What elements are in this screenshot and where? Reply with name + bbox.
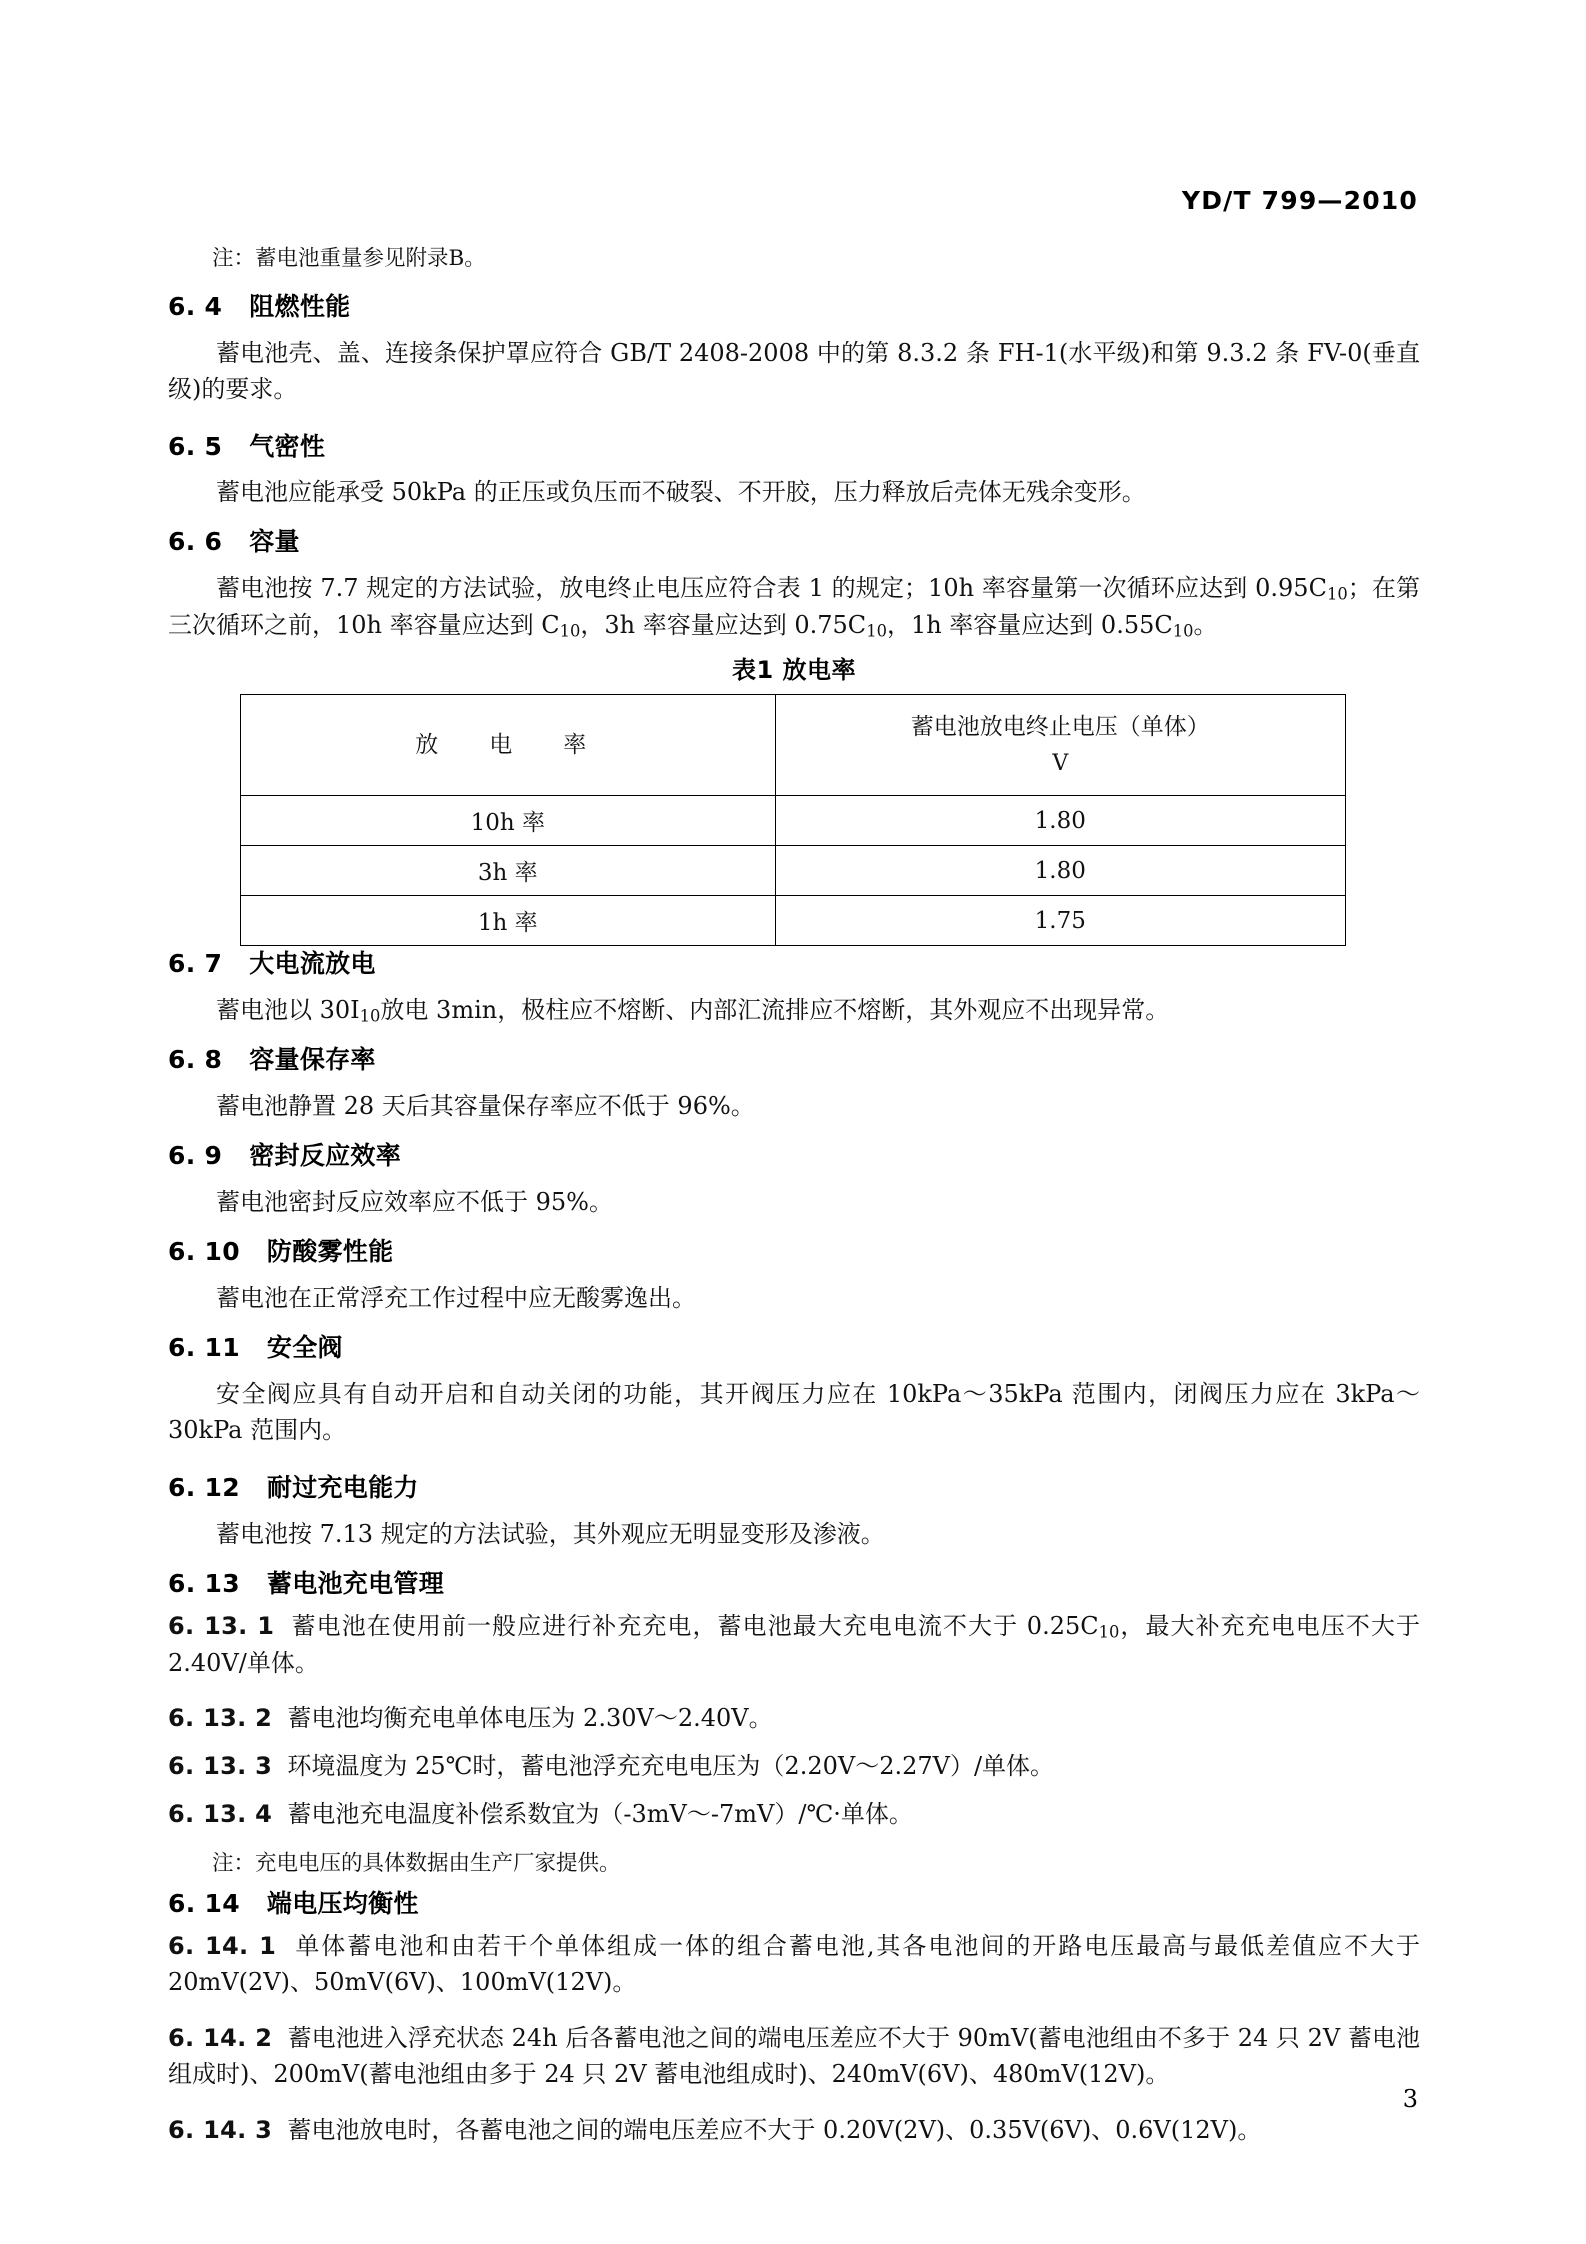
table-cell-rate: 3h 率	[241, 846, 776, 896]
table-header-voltage	[775, 695, 1345, 796]
clause-6-13-4	[168, 1796, 1420, 1832]
heading-6-9-title: 密封反应效率	[249, 1141, 402, 1170]
para-6-6-t3: ，3h 率容量应达到 0.75C	[580, 611, 867, 640]
clause-6-14-3-number: 6. 14. 3	[168, 2116, 273, 2144]
para-6-11: 安全阀应具有自动开启和自动关闭的功能，其开阀压力应在 10kPa～35kPa 范围内，闭阀压力应在 3kPa～30kPa 范围内。	[168, 1380, 1420, 1445]
clause-6-13-4-text: 蓄电池充电温度补偿系数宜为（-3mV～-7mV）/℃·单体。	[287, 1800, 913, 1828]
heading-6-5-number: 6. 5	[168, 432, 223, 461]
heading-6-9-number: 6. 9	[168, 1141, 223, 1170]
clause-6-13-1-s1: 10	[1098, 1622, 1120, 1642]
clause-6-13-1-t1: 蓄电池在使用前一般应进行补充充电，蓄电池最大充电电流不大于 0.25C	[291, 1612, 1099, 1640]
para-6-6-t5: 。	[1193, 611, 1218, 640]
para-6-10: 蓄电池在正常浮充工作过程中应无酸雾逸出。	[216, 1284, 696, 1312]
table-header-voltage-label: 蓄电池放电终止电压（单体）	[910, 714, 1210, 741]
para-6-6-s4: 10	[1172, 621, 1194, 641]
heading-6-4-number: 6. 4	[168, 292, 223, 321]
heading-6-4-title: 阻燃性能	[249, 292, 351, 321]
para-6-6-t4: ，1h 率容量应达到 0.55C	[886, 611, 1173, 640]
heading-6-4	[168, 287, 1420, 323]
para-6-5: 蓄电池应能承受 50kPa 的正压或负压而不破裂、不开胶，压力释放后壳体无残余变形。	[216, 478, 1146, 506]
table-cell-voltage: 1.75	[775, 896, 1345, 946]
heading-6-13-number: 6. 13	[168, 1569, 240, 1598]
note-6-13: 注：充电电压的具体数据由生产厂家提供。	[212, 1851, 621, 1876]
clause-6-13-1-number: 6. 13. 1	[168, 1612, 275, 1640]
clause-6-14-3-text: 蓄电池放电时，各蓄电池之间的端电压差应不大于 0.20V(2V)、0.35V(6V)、0.6V(12V)。	[287, 2116, 1262, 2144]
para-6-4: 蓄电池壳、盖、连接条保护罩应符合 GB/T 2408-2008 中的第 8.3.2 条 FH-1(水平级)和第 9.3.2 条 FV-0(垂直级)的要求。	[168, 339, 1420, 404]
table-row	[241, 796, 1346, 846]
heading-6-13	[168, 1564, 1420, 1600]
para-6-7-t2: 放电 3min，极柱应不熔断、内部汇流排应不熔断，其外观应不出现异常。	[380, 996, 1170, 1024]
note-appendix-b: 注：蓄电池重量参见附录B。	[212, 246, 486, 271]
para-6-7-t1: 蓄电池以 30I	[216, 996, 360, 1024]
clause-6-13-3-number: 6. 13. 3	[168, 1752, 273, 1780]
table-cell-voltage: 1.80	[775, 796, 1345, 846]
clause-6-13-2-text: 蓄电池均衡充电单体电压为 2.30V～2.40V。	[287, 1704, 773, 1732]
heading-6-13-title: 蓄电池充电管理	[266, 1569, 445, 1598]
heading-6-14-title: 端电压均衡性	[266, 1889, 419, 1918]
para-6-6-s3: 10	[866, 621, 887, 641]
clause-6-14-1-number: 6. 14. 1	[168, 1932, 277, 1960]
clause-6-13-2-number: 6. 13. 2	[168, 1704, 273, 1732]
heading-6-12	[168, 1468, 1420, 1504]
running-header: YD/T 799—2010	[1181, 186, 1418, 215]
heading-6-8-title: 容量保存率	[249, 1045, 376, 1074]
heading-6-11-number: 6. 11	[168, 1333, 240, 1362]
heading-6-6-title: 容量	[249, 527, 300, 556]
heading-6-12-number: 6. 12	[168, 1473, 240, 1502]
para-6-6-s1: 10	[1326, 584, 1348, 604]
table-header-rate-label: 放 电 率	[415, 731, 601, 758]
heading-6-7-number: 6. 7	[168, 949, 223, 978]
clause-6-13-4-number: 6. 13. 4	[168, 1800, 273, 1828]
para-6-7-s1: 10	[359, 1006, 381, 1026]
heading-6-10-number: 6. 10	[168, 1237, 240, 1266]
clause-6-14-2-text: 蓄电池进入浮充状态 24h 后各蓄电池之间的端电压差应不大于 90mV(蓄电池组由不多于 24 只 2V 蓄电池组成时)、200mV(蓄电池组由多于 24 只 2V 蓄电池组成时)、240mV(6V)、480mV(12V)。	[168, 2024, 1420, 2089]
discharge-rate-table	[240, 694, 1346, 946]
clause-6-14-3	[168, 2112, 1420, 2148]
heading-6-10-title: 防酸雾性能	[266, 1237, 394, 1266]
heading-6-11	[168, 1328, 1420, 1364]
clause-6-13-2	[168, 1700, 1420, 1736]
clause-6-14-1	[168, 1928, 1420, 2001]
clause-6-14-2-number: 6. 14. 2	[168, 2024, 273, 2052]
table-row	[241, 896, 1346, 946]
para-6-7	[168, 992, 1420, 1029]
heading-6-6	[168, 522, 1420, 558]
para-6-8: 蓄电池静置 28 天后其容量保存率应不低于 96%。	[216, 1092, 755, 1120]
heading-6-5	[168, 427, 1420, 463]
table-cell-rate: 1h 率	[241, 896, 776, 946]
para-6-9: 蓄电池密封反应效率应不低于 95%。	[216, 1188, 613, 1216]
clause-6-14-2	[168, 2020, 1420, 2093]
table-header-rate	[241, 695, 776, 796]
heading-6-7	[168, 944, 1420, 980]
clause-6-13-3-text: 环境温度为 25℃时，蓄电池浮充充电电压为（2.20V～2.27V）/单体。	[287, 1752, 1055, 1780]
para-6-6	[168, 570, 1420, 645]
clause-6-13-3	[168, 1748, 1420, 1784]
para-6-6-t2: ；在第三次循环之前，10h 率容量应达到 C	[168, 574, 1421, 640]
heading-6-7-title: 大电流放电	[249, 949, 376, 978]
para-6-6-t1: 蓄电池按 7.7 规定的方法试验，放电终止电压应符合表 1 的规定；10h 率容量第一次循环应达到 0.95C	[216, 574, 1327, 602]
heading-6-12-title: 耐过充电能力	[266, 1473, 419, 1502]
table-row	[241, 846, 1346, 896]
para-6-12: 蓄电池按 7.13 规定的方法试验，其外观应无明显变形及渗液。	[216, 1520, 885, 1548]
heading-6-14-number: 6. 14	[168, 1889, 240, 1918]
heading-6-5-title: 气密性	[249, 432, 326, 461]
table-caption: 表1 放电率	[731, 656, 857, 684]
table-cell-rate: 10h 率	[241, 796, 776, 846]
table-header-voltage-unit: V	[1052, 750, 1069, 776]
heading-6-14	[168, 1884, 1420, 1920]
clause-6-13-1-t2: ，最大补充充电电压不大于 2.40V/单体。	[168, 1612, 1420, 1678]
para-6-6-s2: 10	[559, 621, 581, 641]
heading-6-10	[168, 1232, 1420, 1268]
table-header-row	[241, 695, 1346, 796]
heading-6-8-number: 6. 8	[168, 1045, 223, 1074]
clause-6-14-1-text: 单体蓄电池和由若干个单体组成一体的组合蓄电池,其各电池间的开路电压最高与最低差值应不大于 20mV(2V)、50mV(6V)、100mV(12V)。	[168, 1932, 1420, 1997]
heading-6-6-number: 6. 6	[168, 527, 223, 556]
clause-6-13-1	[168, 1608, 1420, 1682]
heading-6-11-title: 安全阀	[266, 1333, 343, 1362]
page-number: 3	[1402, 2085, 1418, 2113]
table-cell-voltage: 1.80	[775, 846, 1345, 896]
heading-6-9	[168, 1136, 1420, 1172]
heading-6-8	[168, 1040, 1420, 1076]
